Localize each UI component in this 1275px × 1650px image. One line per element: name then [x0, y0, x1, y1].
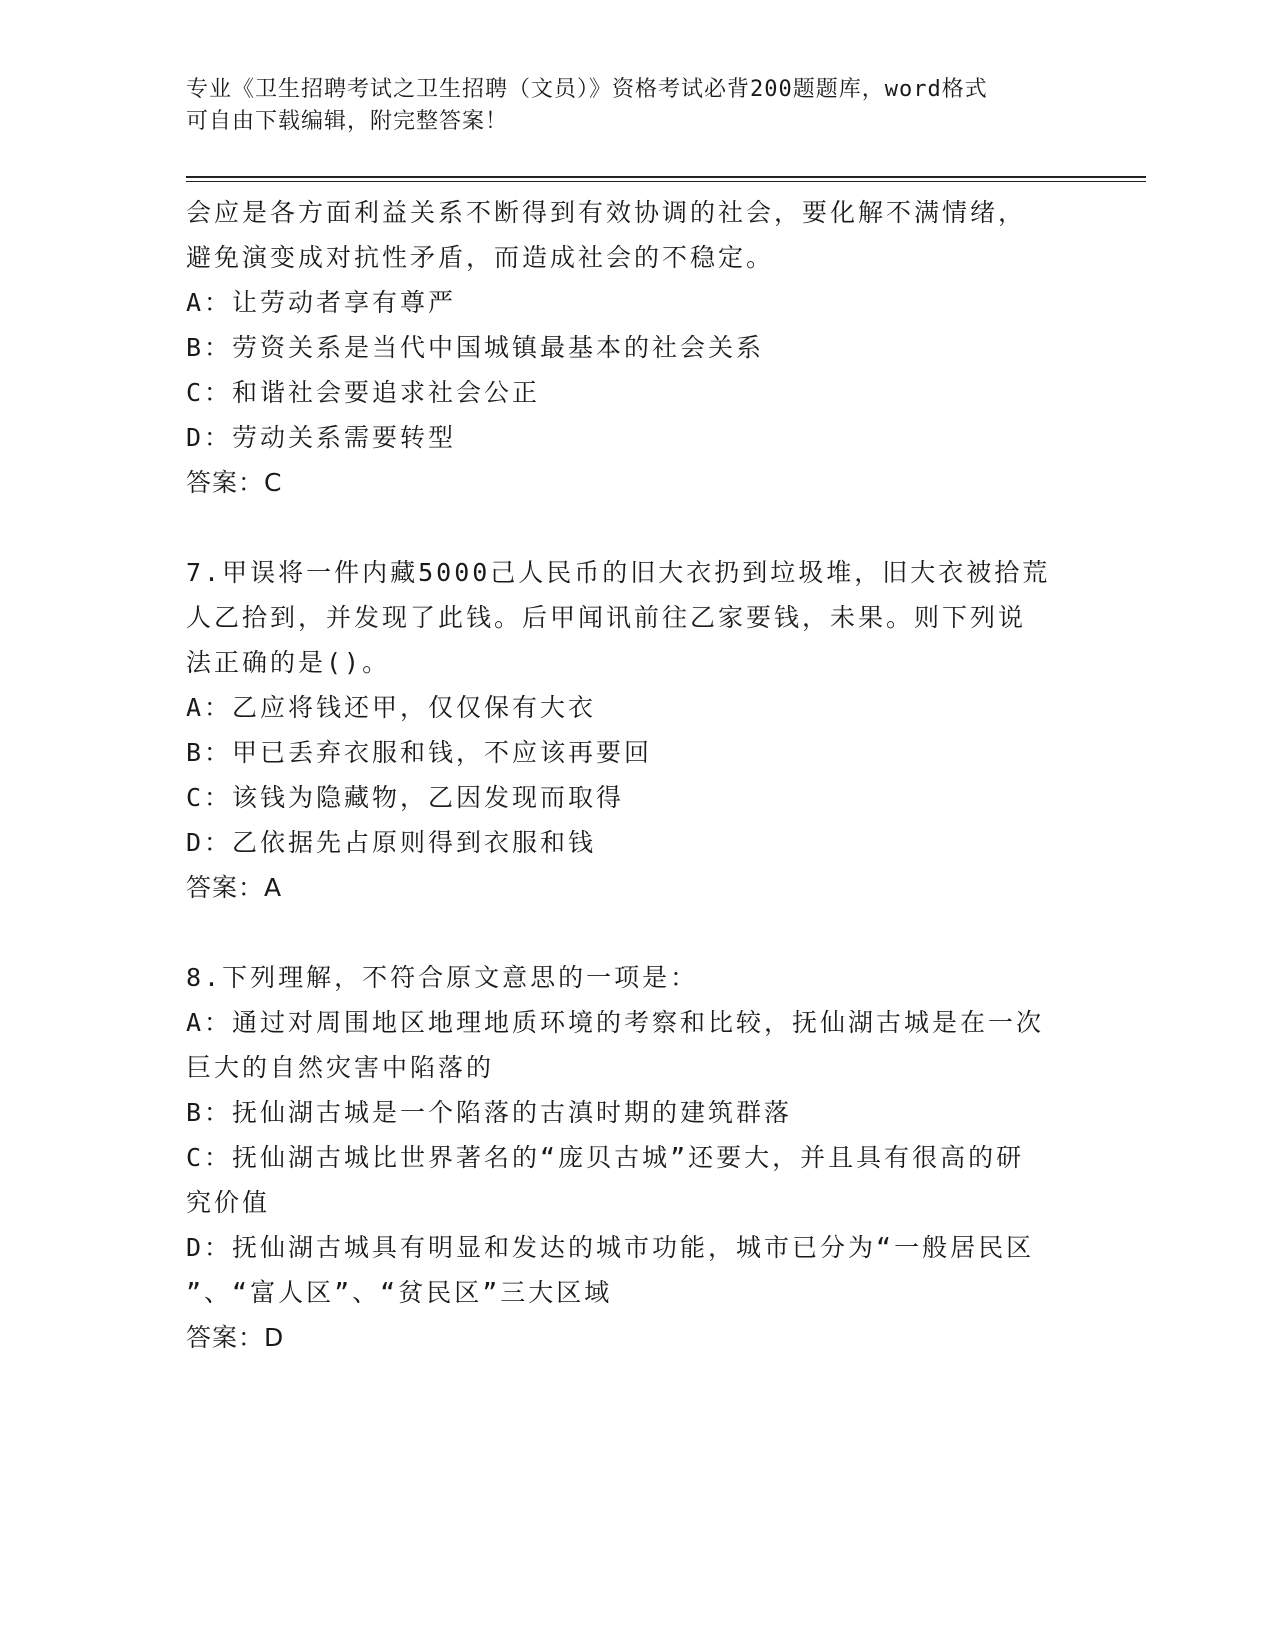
document-body — [186, 190, 1066, 1360]
question-text-line: 8.下列理解，不符合原文意思的一项是： — [186, 963, 699, 992]
answer-label: 答案：A — [186, 873, 283, 902]
question-text-line: 会应是各方面利益关系不断得到有效协调的社会，要化解不满情绪， — [186, 198, 1027, 227]
header-rule-thin — [186, 181, 1146, 182]
answer-label: 答案：C — [186, 468, 283, 497]
option-d: D：劳动关系需要转型 — [186, 423, 457, 452]
option-d-continued: ”、“富人区”、“贫民区”三大区域 — [186, 1278, 613, 1307]
question-text-line: 避免演变成对抗性矛盾，而造成社会的不稳定。 — [186, 243, 775, 272]
option-a-continued: 巨大的自然灾害中陷落的 — [186, 1053, 495, 1082]
option-a: A：让劳动者享有尊严 — [186, 288, 457, 317]
spacer — [186, 505, 1066, 550]
spacer — [186, 910, 1066, 955]
option-b: B：甲已丢弃衣服和钱，不应该再要回 — [186, 738, 653, 767]
question-text-line: 法正确的是()。 — [186, 648, 391, 677]
question-7 — [186, 550, 1066, 910]
option-c: C：抚仙湖古城比世界著名的“庞贝古城”还要大，并且具有很高的研 — [186, 1143, 1025, 1172]
option-b: B：抚仙湖古城是一个陷落的古滇时期的建筑群落 — [186, 1098, 793, 1127]
header-line-1: 专业《卫生招聘考试之卫生招聘（文员）》资格考试必背200题题库，word格式 — [186, 77, 988, 102]
option-c: C：该钱为隐藏物，乙因发现而取得 — [186, 783, 625, 812]
option-d: D：乙依据先占原则得到衣服和钱 — [186, 828, 597, 857]
option-a: A：乙应将钱还甲，仅仅保有大衣 — [186, 693, 597, 722]
question-text-line: 7.甲误将一件内藏5000己人民币的旧大衣扔到垃圾堆，旧大衣被拾荒 — [186, 558, 1051, 587]
header-rule-thick — [186, 176, 1146, 178]
option-c-continued: 究价值 — [186, 1188, 271, 1217]
question-text-line: 人乙拾到，并发现了此钱。后甲闻讯前往乙家要钱，未果。则下列说 — [186, 603, 1027, 632]
option-a: A：通过对周围地区地理地质环境的考察和比较，抚仙湖古城是在一次 — [186, 1008, 1045, 1037]
document-header — [186, 74, 1086, 138]
question-previous — [186, 190, 1066, 505]
answer-label: 答案：D — [186, 1323, 285, 1352]
option-d: D：抚仙湖古城具有明显和发达的城市功能，城市已分为“一般居民区 — [186, 1233, 1035, 1262]
header-line-2: 可自由下载编辑，附完整答案！ — [186, 109, 509, 134]
option-b: B：劳资关系是当代中国城镇最基本的社会关系 — [186, 333, 765, 362]
question-8 — [186, 955, 1066, 1360]
option-c: C：和谐社会要追求社会公正 — [186, 378, 541, 407]
